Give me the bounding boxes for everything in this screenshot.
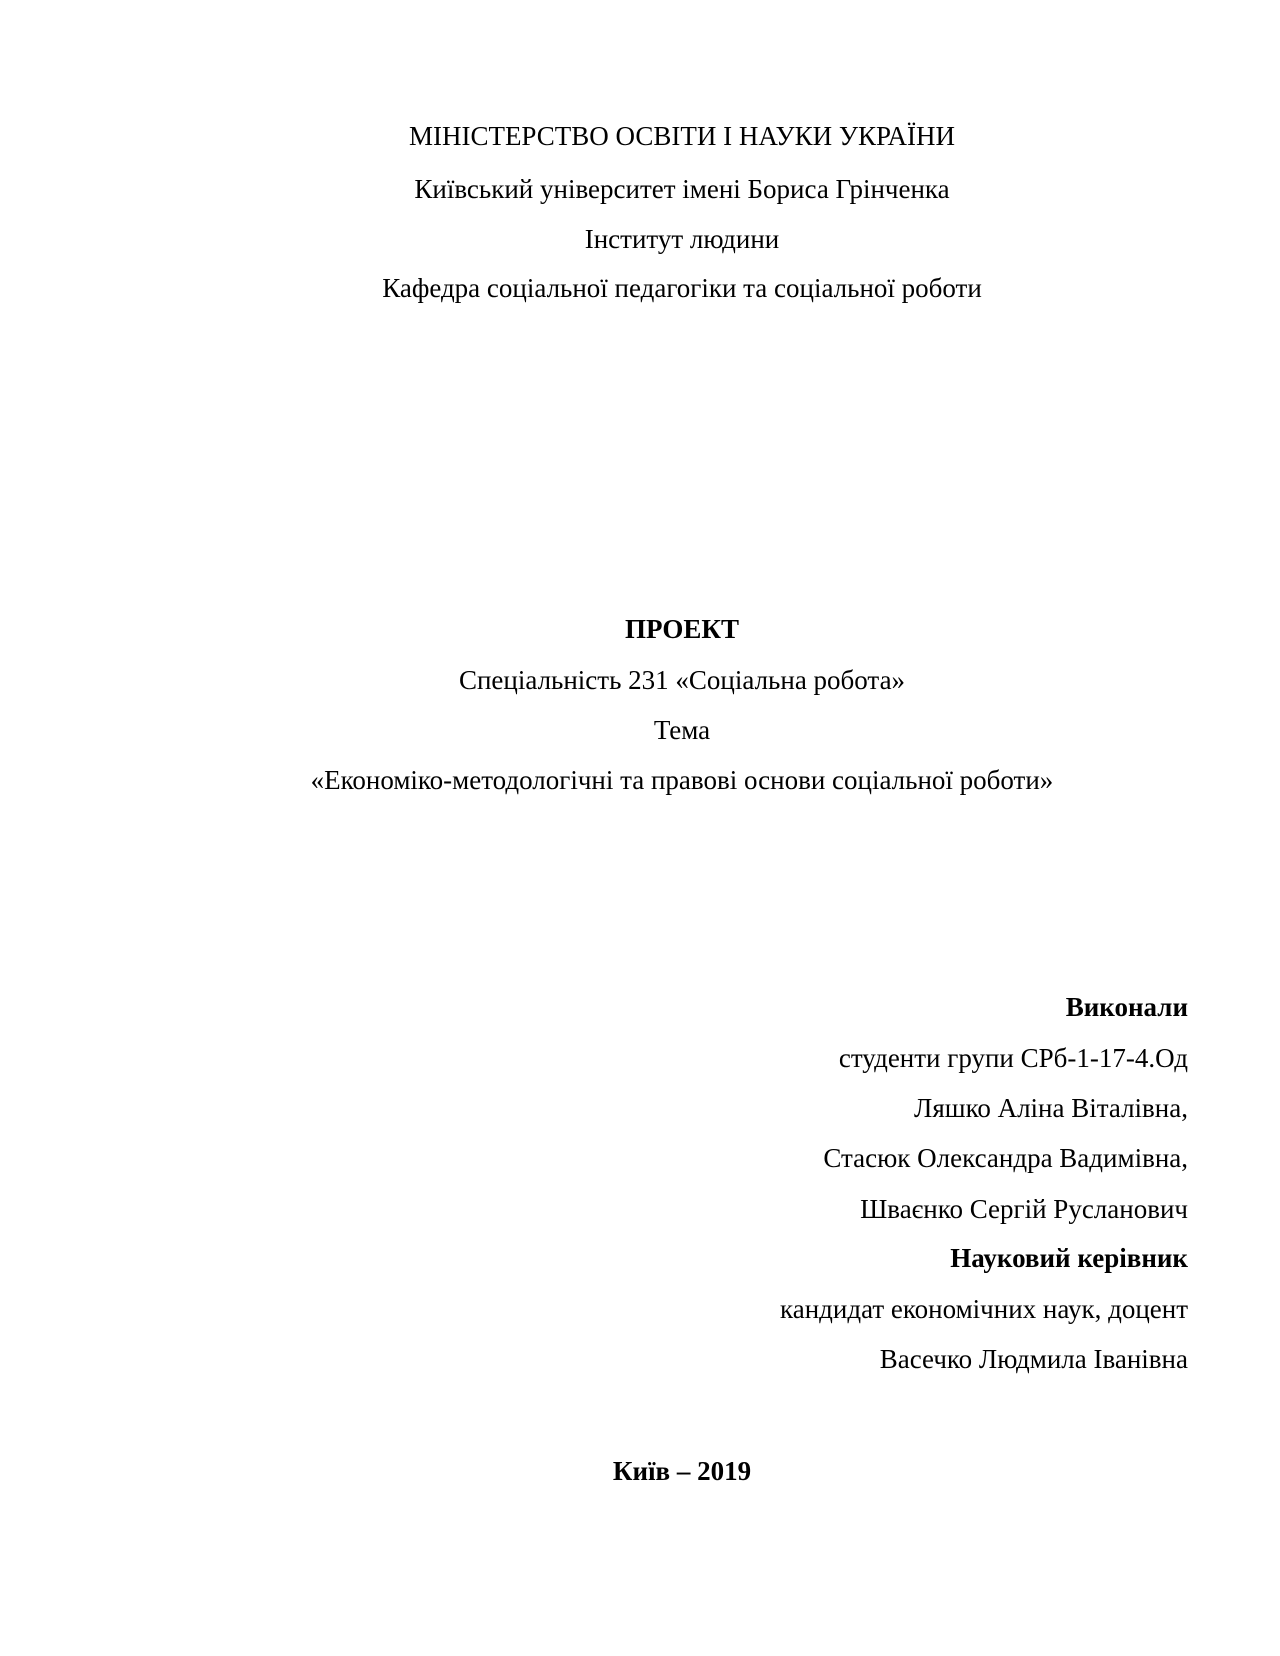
student-name: Стасюк Олександра Вадимівна, — [823, 1143, 1188, 1173]
specialty-line: Спеціальність 231 «Соціальна робота» — [458, 665, 906, 695]
institute-name: Інститут людини — [584, 224, 780, 254]
topic-title: «Економіко-методологічні та правові основи соціальної роботи» — [310, 765, 1054, 795]
city-year: Київ – 2019 — [612, 1456, 752, 1486]
department-name: Кафедра соціальної педагогіки та соціальної роботи — [382, 273, 982, 303]
supervisor-degree: кандидат економічних наук, доцент — [780, 1294, 1188, 1324]
ministry-name: МІНІСТЕРСТВО ОСВІТИ І НАУКИ УКРАЇНИ — [408, 121, 956, 151]
authors-heading: Виконали — [1065, 992, 1188, 1022]
student-group: студенти групи СРб-1-17-4.Од — [838, 1043, 1188, 1073]
student-name: Шваєнко Сергій Русланович — [860, 1194, 1188, 1224]
university-name: Київський університет імені Бориса Грінченка — [414, 174, 950, 204]
supervisor-name: Васечко Людмила Іванівна — [879, 1344, 1188, 1374]
student-name: Ляшко Аліна Віталівна, — [914, 1093, 1188, 1123]
supervisor-heading: Науковий керівник — [950, 1243, 1188, 1273]
topic-label: Тема — [653, 715, 711, 745]
document-type-heading: ПРОЕКТ — [625, 614, 739, 644]
